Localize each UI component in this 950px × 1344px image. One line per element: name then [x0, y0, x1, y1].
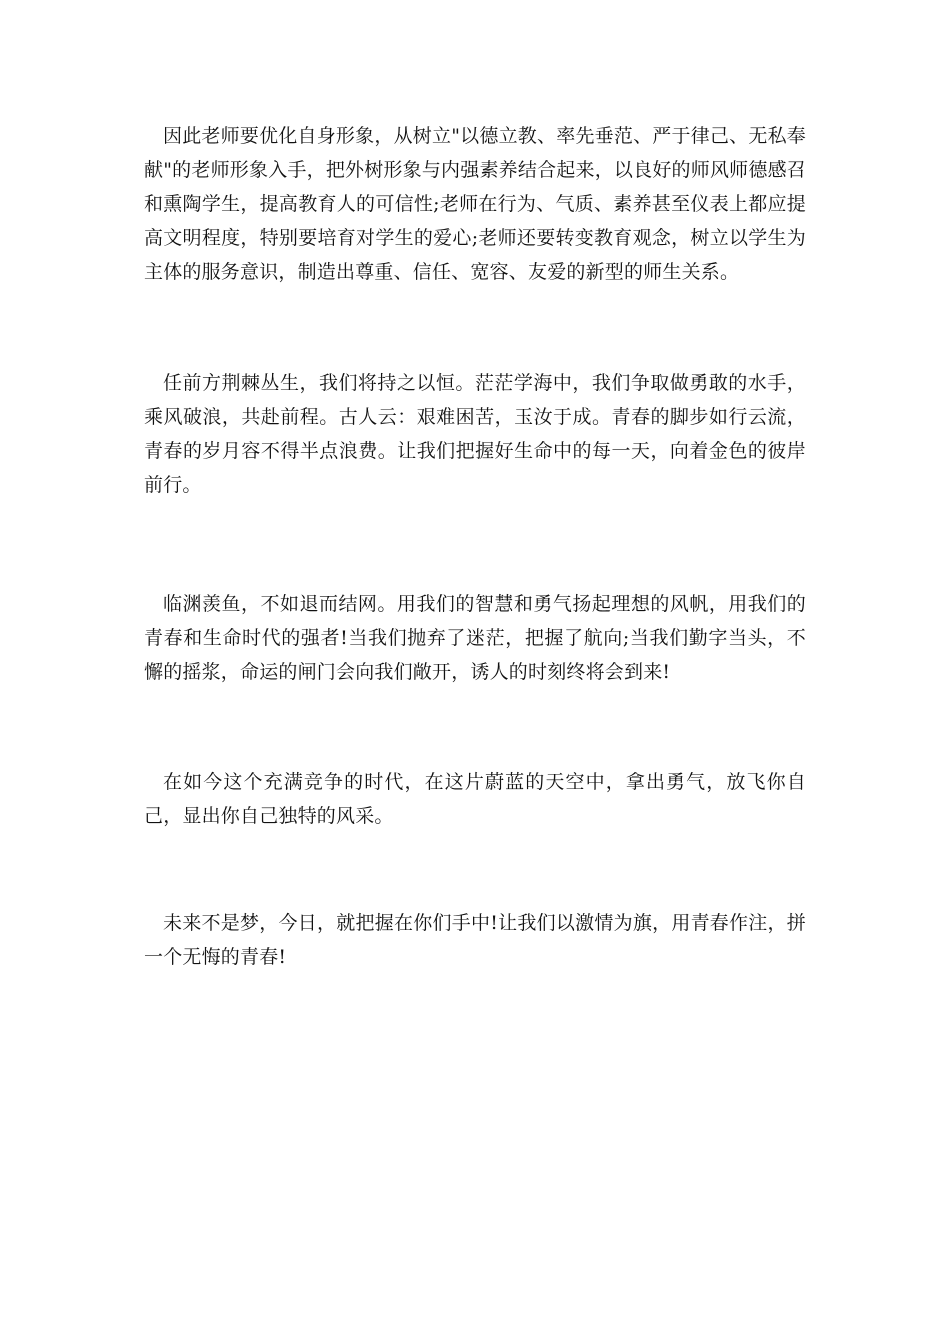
paragraph-1: 因此老师要优化自身形象，从树立"以德立教、率先垂范、严于律己、无私奉献"的老师形象入手，把外树形象与内强素养结合起来，以良好的师风师德感召和熏陶学生，提高教育人的可信性;老师在行为、气质、素养甚至仪表上都应提高文明程度，特别要培育对学生的爱心;老师还要转变教育观念，树立以学生为主体的服务意识，制造出尊重、信任、宽容、友爱的新型的师生关系。: [144, 125, 806, 283]
paragraph-3: 临渊羡鱼，不如退而结网。用我们的智慧和勇气扬起理想的风帆，用我们的青春和生命时代的强者!当我们抛弃了迷茫，把握了航向;当我们勤字当头，不懈的摇浆，命运的闸门会向我们敞开，诱人的时刻终将会到来!: [144, 593, 806, 683]
paragraph-4: 在如今这个充满竞争的时代，在这片蔚蓝的天空中，拿出勇气，放飞你自己，显出你自己独特的风采。: [144, 771, 806, 827]
paragraph-2: 任前方荆棘丛生，我们将持之以恒。茫茫学海中，我们争取做勇敢的水手，乘风破浪，共赴前程。古人云：艰难困苦，玉汝于成。青春的脚步如行云流，青春的岁月容不得半点浪费。让我们把握好生命中的每一天，向着金色的彼岸前行。: [144, 372, 806, 496]
paragraph-5: 未来不是梦，今日，就把握在你们手中!让我们以激情为旗，用青春作注，拼一个无悔的青春!: [144, 912, 806, 968]
